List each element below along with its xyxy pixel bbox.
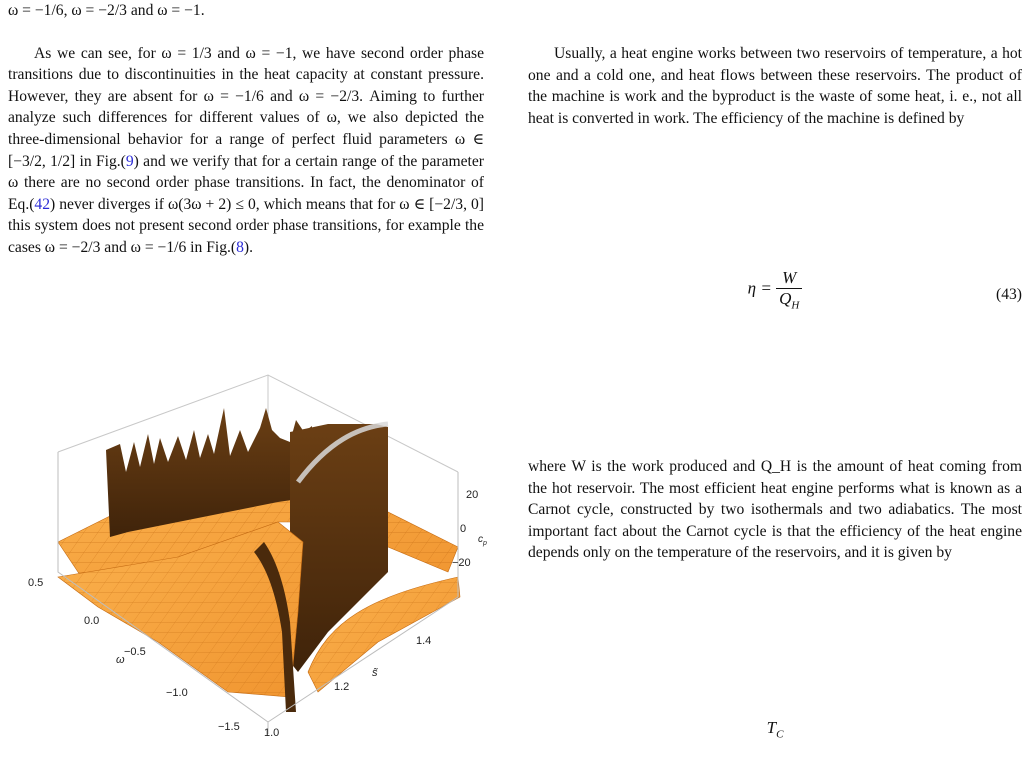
eq43-denominator: Q [779,289,792,308]
cp-axis [452,489,487,569]
omega-tick: −0.5 [124,646,146,658]
heat-capacity-3d-plot [28,372,488,736]
eq43-lhs: η = [747,278,772,298]
eq43-numerator: W [782,268,797,287]
right-column [528,43,1022,129]
s-label: s̃ [372,667,378,679]
right-column-lower [528,456,1022,564]
s-tick: 1.4 [416,635,432,647]
cp-tick: 0 [460,523,467,535]
phase-transition-paragraph: As we can see, for ω = 1/3 and ω = −1, we have second order phase transitions due to discontinuities in the heat capacity at constant pressure. However, they are absent for ω = −1/6 and ω = −2/3. Aiming to further analyze such differences for different values of ω, we also depicted the three-dimensional behavior for a range of perfect fluid parameters ω ∈ [−3/2, 1/2] in Fig.(9) and we verify that for a certain range of the parameter ω there are no second order phase transitions. In fact, the denominator of Eq.(42) never diverges if ω(3ω + 2) ≤ 0, which means that for ω ∈ [−2/3, 0] this system does not present second order phase transitions, for example the cases ω = −2/3 and ω = −1/6 in Fig.(8). [8,44,484,256]
carnot-paragraph: where W is the work produced and Q_H is the amount of heat coming from the hot reservoir. The most efficient heat engine performs what is known as a Carnot cycle, constructed by two isothermals and two adiabatics. The most important fact about the Carnot cycle is that the efficiency of the heat engine depends only on the temperature of the reservoirs, and it is given by [528,458,1022,562]
equation-43: η = $\frac{W}{Q_H}$ (43) [747,268,1022,312]
cp-tick: 20 [466,489,479,501]
left-column [8,0,484,259]
cp-label: $c_p$ [478,534,487,547]
s-tick: 1.2 [334,681,350,693]
eq43-number: (43) [996,286,1022,303]
fig-9-link[interactable]: 9 [125,152,134,170]
s-tick: 1.0 [264,727,280,736]
equation-44-partial: $T_C$ [766,718,784,741]
cp-tick: −20 [452,557,471,569]
eq-42-link[interactable]: 42 [34,195,51,213]
omega-tick: 0.0 [84,615,100,627]
fig-8-link[interactable]: 8 [236,238,244,256]
omega-tick: −1.5 [218,721,240,733]
omega-tick: 0.5 [28,577,44,589]
eq44-numerator: T [766,718,777,737]
top-line: ω = −1/6, ω = −2/3 and ω = −1. [8,2,205,19]
omega-label: ω [116,654,125,666]
omega-tick: −1.0 [166,687,188,699]
heat-engine-paragraph: Usually, a heat engine works between two reservoirs of temperature, a hot one and a cold one, and heat flows between these reservoirs. The product of the machine is work and the byproduct is the waste of some heat, i. e., not all heat is converted in work. The efficiency of the machine is defined by [528,45,1022,127]
